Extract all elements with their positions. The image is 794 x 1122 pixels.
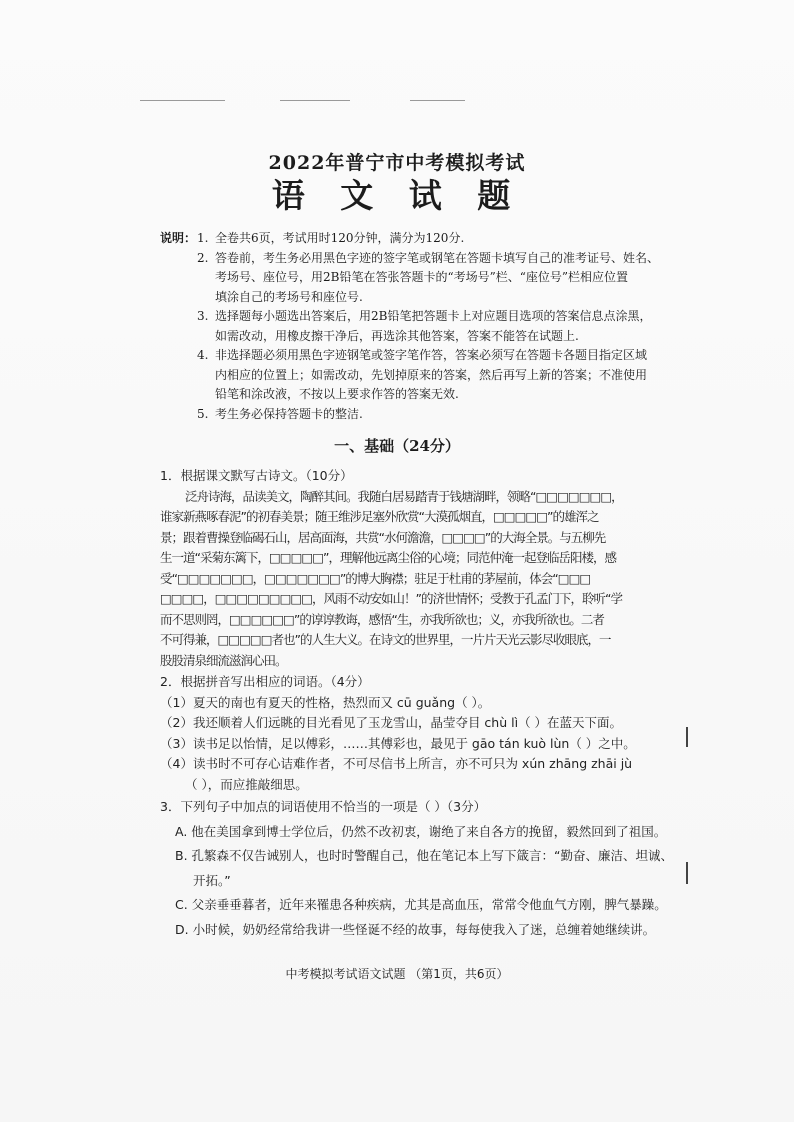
instruction-item: 5. 考生务必保持答题卡的整洁. xyxy=(197,406,363,421)
question-stem: 1．根据课文默写古诗文。（10分） xyxy=(160,468,353,483)
question-3 xyxy=(160,797,685,940)
instruction-item: 4. 非选择题必须用黑色字迹钢笔或签字笔作答，答案必须写在答题卡各题目指定区域 xyxy=(197,348,648,362)
section-title: 一、基础（24分） xyxy=(334,437,460,455)
question-item: （4）读书时不可存心诘难作者，不可尽信书上所言，亦不可只为 xún zhāng zhāi jù xyxy=(160,756,633,771)
instruction-item: 2. 答卷前，考生务必用黑色字迹的签字笔或钢笔在答题卡填写自己的准考证号、姓名、 xyxy=(197,250,660,265)
option-b-cont: 开拓。” xyxy=(193,872,231,888)
question-line: 景；跟着曹操登临碣石山，居高面海，共赏“水何澹澹，□□□□”的大海全景。与五柳先 xyxy=(160,529,606,545)
exam-title: 2022年普宁市中考模拟考试 xyxy=(268,152,526,174)
instruction-item: 说明： 1. 全卷共6页，考试用时120分钟，满分为120分. xyxy=(160,229,660,249)
question-item: （2）我还顺着人们远眺的目光看见了玉龙雪山，晶莹夺目 chù lì（ ）在蓝天下面。 xyxy=(160,715,623,730)
question-line: 而不思则罔，□□□□□□”的谆谆教诲，感悟“生，亦我所欲也；义，亦我所欲也。二者 xyxy=(160,611,604,627)
instructions: 说明： 1. 全卷共6页，考试用时120分钟，满分为120分. 2. 答卷前，考生务必用黑色字迹的签字笔或钢笔在答题卡填写自己的准考证号、姓名、 考场号、座位号，用2B铅笔在答张答题卡的“考场号”栏、“座位号”栏相应位置 填涂自己的考场号和座位号. 3. 选择题每小题选出答案后，用2B铅笔把答题卡上对应题目选项的答案信息点涂黑， 如需改动，用橡皮擦干净后，再选涂其他答案，答案不能答在试题上. 4. 非选择题必须用黑色字迹钢笔或签字笔作答，答案必须写在答题卡各题目指定区域 内相应的位置上；如需改动，先划掉原来的答案，然后再写上新的答案；不准使用 铅笔和涂改液，不按以上要求作答的答案无效. 5. 考生务必保持答题卡的整洁. xyxy=(160,229,660,424)
instructions-label: 说明： xyxy=(160,231,197,245)
question-item: （3）读书足以怡情，足以傅彩，……其傅彩也，最见于 gāo tán kuò lùn（ ）之中。 xyxy=(160,735,636,751)
scan-mark xyxy=(280,100,350,101)
question-line: 股股清泉细流滋润心田。 xyxy=(160,652,287,668)
question-line: 泛舟诗海，品读美文，陶醉其间。我随白居易踏青于钱塘湖畔，领略“□□□□□□□， xyxy=(185,488,623,504)
question-stem: 2．根据拼音写出相应的词语。（4分） xyxy=(160,674,370,689)
question-line: 生一道“采菊东篱下，□□□□□”，理解他远离尘俗的心境；同范仲淹一起登临岳阳楼，感 xyxy=(160,550,617,565)
question-stem: 3．下列句子中加点的词语使用不恰当的一项是（ ）（3分） xyxy=(160,799,487,814)
scan-mark xyxy=(686,727,688,747)
question-line: 谁家新燕啄春泥”的初春美景；随王维涉足塞外欣赏“大漠孤烟直，□□□□□”的雄浑之 xyxy=(160,509,599,524)
instruction-item: 3. 选择题每小题选出答案后，用2B铅笔把答题卡上对应题目选项的答案信息点涂黑， xyxy=(197,309,652,323)
question-1 xyxy=(160,466,685,671)
question-item: （ ），而应推敲细思。 xyxy=(185,776,308,792)
question-2 xyxy=(160,672,685,795)
scan-mark xyxy=(686,862,688,884)
option-b: B. 孔繁森不仅告诫别人，也时时警醒自己，他在笔记本上写下箴言：“勤奋、廉洁、坦诚、 xyxy=(175,848,674,863)
question-line: 受“□□□□□□□，□□□□□□□”的博大胸襟；驻足于杜甫的茅屋前，体会“□□□ xyxy=(160,570,591,586)
question-line: □□□□，□□□□□□□□□，风雨不动安如山！”的济世情怀；受教于孔孟门下，聆听“学 xyxy=(160,591,622,606)
question-line: 不可得兼，□□□□□者也”的人生大义。在诗文的世界里，一片片天光云影尽收眼底，一 xyxy=(160,632,611,647)
subject-title: 语 文 试 题 xyxy=(271,176,523,215)
question-item: （1）夏天的南也有夏天的性格，热烈而又 cū guǎng（ ）。 xyxy=(160,694,491,710)
page-footer: 中考模拟考试语文试题 （第1页，共6页） xyxy=(285,967,509,981)
scan-mark xyxy=(410,100,465,101)
option-a: A. 他在美国拿到博士学位后，仍然不改初衷，谢绝了来自各方的挽留，毅然回到了祖国。 xyxy=(175,823,667,839)
scan-mark xyxy=(140,100,225,101)
option-c: C. 父亲垂垂暮者，近年来罹患各种疾病，尤其是高血压，常常令他血气方刚，脾气暴躁。 xyxy=(175,897,667,912)
option-d: D. 小时候，奶奶经常给我讲一些怪诞不经的故事，每每使我入了迷，总缠着她继续讲。 xyxy=(175,921,656,937)
